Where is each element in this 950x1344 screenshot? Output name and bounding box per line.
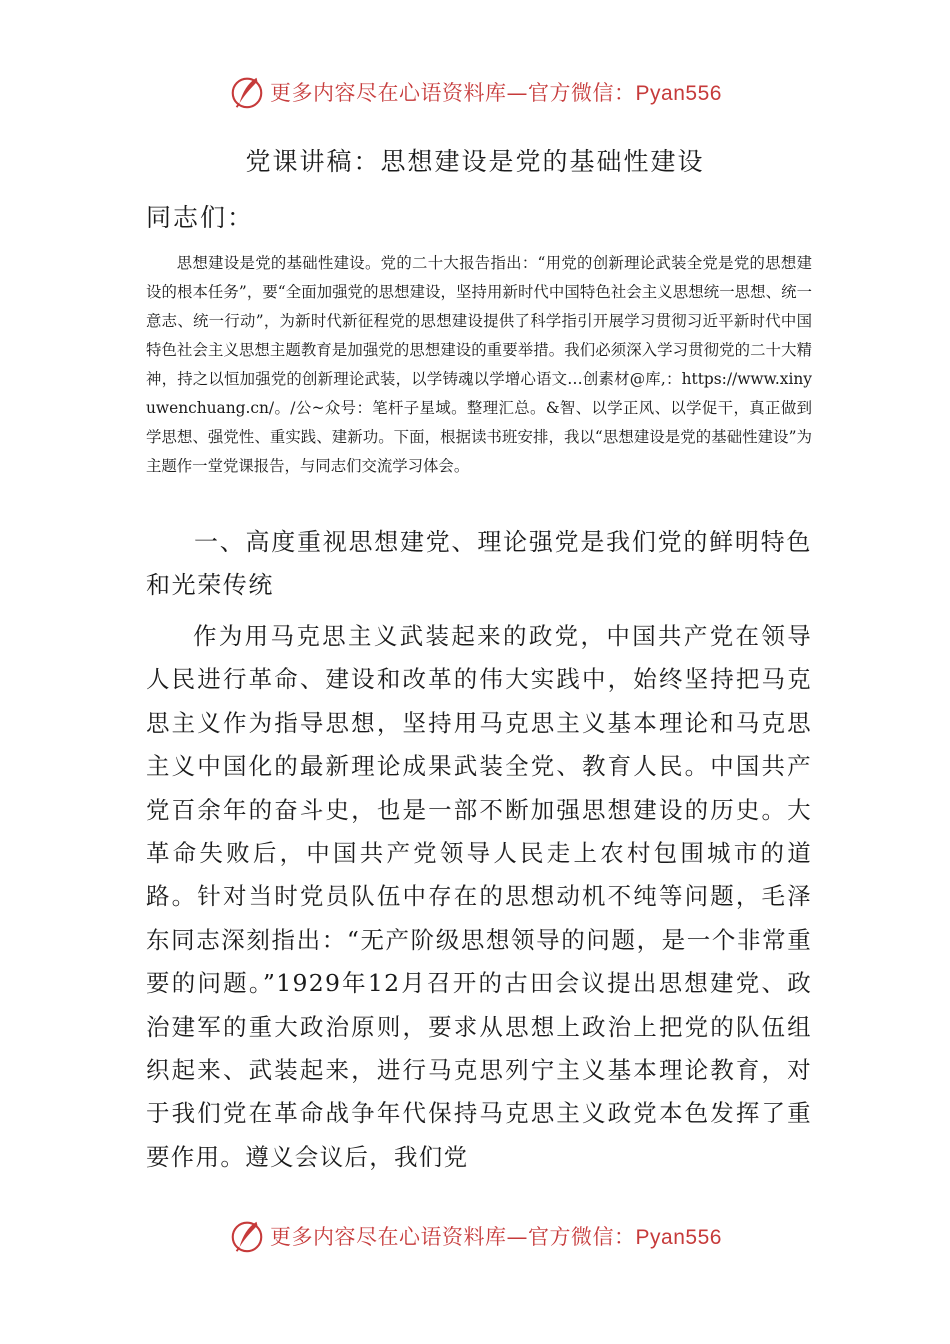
section-1-heading: 一、高度重视思想建党、理论强党是我们党的鲜明特色和光荣传统 — [146, 528, 812, 599]
intro-paragraph: 思想建设是党的基础性建设。党的二十大报告指出：“用党的创新理论武装全党是党的思想建设的根本任务”，要“全面加强党的思想建设，坚持用新时代中国特色社会主义思想统一思想、统一意志、统一行动”，为新时代新征程党的思想建设提供了科学指引开展学习贯彻习近平新时代中国特色社会主义思想主题教育是加强党的思想建设的重要举措。我们必须深入学习贯彻党的二十大精神，持之以恒加强党的创新理论武装，以学铸魂以学增心语文…创素材@库,：https://www.xinyuwenchuang.cn/。/公~众号：笔杆子星域。整理汇总。&智、以学正风、以学促干，真正做到学思想、强党性、重实践、建新功。下面，根据读书班安排，我以“思想建设是党的基础性建设”为主题作一堂党课报告，与同志们交流学习体会。 — [146, 254, 812, 475]
watermark-text — [270, 77, 722, 107]
watermark-text — [270, 1221, 722, 1251]
watermark-banner-bottom — [0, 1216, 950, 1256]
watermark-wechat-id: Pyan556 — [635, 1226, 722, 1249]
feather-pen-icon — [228, 73, 266, 111]
section-1-body: 作为用马克思主义武装起来的政党，中国共产党在领导人民进行革命、建设和改革的伟大实践中，始终坚持把马克思主义作为指导思想，坚持用马克思主义基本理论和马克思主义中国化的最新理论成果武装全党、教育人民。中国共产党百余年的奋斗史，也是一部不断加强思想建设的历史。大革命失败后，中国共产党领导人民走上农村包围城市的道路。针对当时党员队伍中存在的思想动机不纯等问题，毛泽东同志深刻指出：“无产阶级思想领导的问题，是一个非常重要的问题。”1929年12月召开的古田会议提出思想建党、政治建军的重大政治原则，要求从思想上政治上把党的队伍组织起来、武装起来，进行马克思列宁主义基本理论教育，对于我们党在革命战争年代保持马克思主义政党本色发挥了重要作用。遵义会议后，我们党 — [146, 622, 812, 1171]
greeting: 同志们： — [146, 203, 255, 232]
feather-pen-icon — [228, 1217, 266, 1255]
watermark-text-cn: 更多内容尽在心语资料库—官方微信： — [270, 1225, 636, 1249]
watermark-text-cn: 更多内容尽在心语资料库—官方微信： — [270, 81, 636, 105]
document-title: 党课讲稿：思想建设是党的基础性建设 — [245, 147, 705, 176]
watermark-wechat-id: Pyan556 — [635, 82, 722, 105]
watermark-banner-top — [0, 72, 950, 112]
